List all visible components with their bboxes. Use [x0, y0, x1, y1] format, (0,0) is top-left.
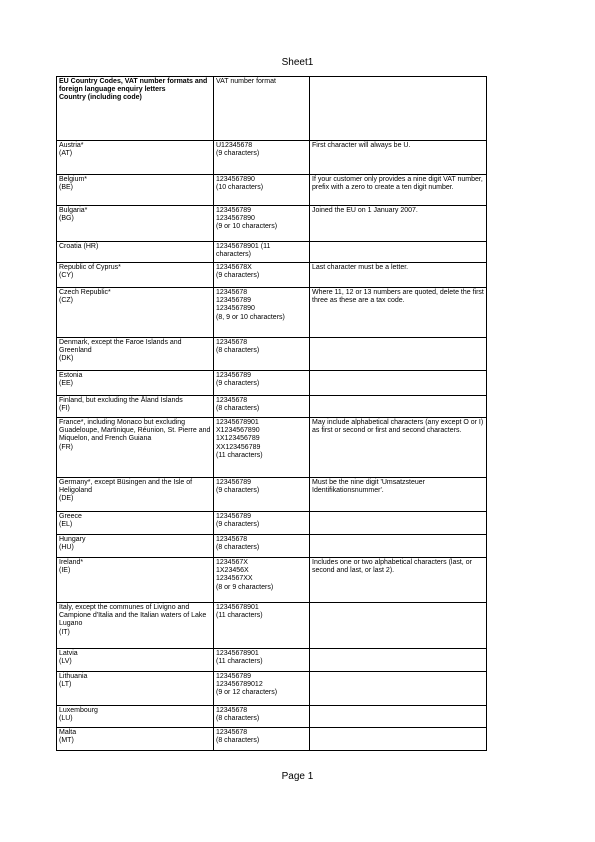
- format-cell: 12345678 123456789 1234567890 (8, 9 or 10 characters): [214, 288, 310, 338]
- format-cell: 123456789 (9 characters): [214, 371, 310, 396]
- country-cell: Czech Republic* (CZ): [57, 288, 214, 338]
- header-country: EU Country Codes, VAT number formats and foreign language enquiry letters Country (including code): [57, 77, 214, 141]
- table-row: [57, 141, 487, 175]
- notes-cell: May include alphabetical characters (any except O or I) as first or second or first and second characters.: [310, 418, 487, 478]
- table-row: [57, 649, 487, 672]
- format-cell: 12345678901 X1234567890 1X123456789 XX123456789 (11 characters): [214, 418, 310, 478]
- vat-table-body: [57, 77, 487, 751]
- table-row: [57, 288, 487, 338]
- header-format: VAT number format: [214, 77, 310, 141]
- country-cell: Germany*, except Büsingen and the Isle of Heligoland (DE): [57, 478, 214, 512]
- format-cell: 123456789 (9 characters): [214, 478, 310, 512]
- country-cell: Malta (MT): [57, 728, 214, 751]
- country-cell: Hungary (HU): [57, 535, 214, 558]
- notes-cell: [310, 338, 487, 371]
- table-row: [57, 338, 487, 371]
- country-cell: Greece (EL): [57, 512, 214, 535]
- notes-cell: Where 11, 12 or 13 numbers are quoted, delete the first three as these are a tax code.: [310, 288, 487, 338]
- table-row: [57, 558, 487, 603]
- format-cell: U12345678 (9 characters): [214, 141, 310, 175]
- country-cell: Luxembourg (LU): [57, 706, 214, 728]
- table-row: [57, 396, 487, 418]
- table-row: [57, 371, 487, 396]
- notes-cell: [310, 535, 487, 558]
- country-cell: Austria* (AT): [57, 141, 214, 175]
- format-cell: 123456789 123456789012 (9 or 12 characters): [214, 672, 310, 706]
- table-row: [57, 263, 487, 288]
- notes-cell: Last character must be a letter.: [310, 263, 487, 288]
- notes-cell: First character will always be U.: [310, 141, 487, 175]
- notes-cell: If your customer only provides a nine digit VAT number, prefix with a zero to create a ten digit number.: [310, 175, 487, 206]
- table-header-row: [57, 77, 487, 141]
- notes-cell: [310, 396, 487, 418]
- country-cell: Republic of Cyprus* (CY): [57, 263, 214, 288]
- sheet-title: Sheet1: [281, 57, 314, 68]
- table-row: [57, 535, 487, 558]
- country-cell: Latvia (LV): [57, 649, 214, 672]
- format-cell: 12345678 (8 characters): [214, 338, 310, 371]
- country-cell: Finland, but excluding the Åland Islands (FI): [57, 396, 214, 418]
- format-cell: 1234567890 (10 characters): [214, 175, 310, 206]
- country-cell: Ireland* (IE): [57, 558, 214, 603]
- notes-cell: [310, 728, 487, 751]
- country-cell: Croatia (HR): [57, 242, 214, 263]
- table-row: [57, 478, 487, 512]
- format-cell: 12345678901 (11 characters): [214, 242, 310, 263]
- header-notes: [310, 77, 487, 141]
- notes-cell: [310, 512, 487, 535]
- notes-cell: Includes one or two alphabetical characters (last, or second and last, or last 2).: [310, 558, 487, 603]
- format-cell: 123456789 1234567890 (9 or 10 characters): [214, 206, 310, 242]
- format-cell: 12345678 (8 characters): [214, 728, 310, 751]
- format-cell: 12345678X (9 characters): [214, 263, 310, 288]
- country-cell: Belgium* (BE): [57, 175, 214, 206]
- format-cell: 12345678 (8 characters): [214, 396, 310, 418]
- format-cell: 12345678901 (11 characters): [214, 603, 310, 649]
- format-cell: 123456789 (9 characters): [214, 512, 310, 535]
- format-cell: 1234567X 1X23456X 1234567XX (8 or 9 characters): [214, 558, 310, 603]
- country-cell: Lithuania (LT): [57, 672, 214, 706]
- notes-cell: [310, 672, 487, 706]
- notes-cell: Must be the nine digit 'Umsatzsteuer Identifikationsnummer'.: [310, 478, 487, 512]
- format-cell: 12345678 (8 characters): [214, 535, 310, 558]
- notes-cell: [310, 603, 487, 649]
- table-row: [57, 175, 487, 206]
- table-row: [57, 672, 487, 706]
- table-row: [57, 512, 487, 535]
- table-row: [57, 603, 487, 649]
- country-cell: France*, including Monaco but excluding Guadeloupe, Martinique, Réunion, St. Pierre and Miquelon, and French Guiana (FR): [57, 418, 214, 478]
- notes-cell: [310, 242, 487, 263]
- notes-cell: [310, 649, 487, 672]
- table-row: [57, 728, 487, 751]
- table-row: [57, 706, 487, 728]
- notes-cell: Joined the EU on 1 January 2007.: [310, 206, 487, 242]
- format-cell: 12345678 (8 characters): [214, 706, 310, 728]
- notes-cell: [310, 371, 487, 396]
- country-cell: Denmark, except the Faroe Islands and Greenland (DK): [57, 338, 214, 371]
- table-row: [57, 206, 487, 242]
- country-cell: Italy, except the communes of Livigno and Campione d'Italia and the Italian waters of Lake Lugano (IT): [57, 603, 214, 649]
- notes-cell: [310, 706, 487, 728]
- vat-format-table: [56, 76, 487, 751]
- country-cell: Bulgaria* (BG): [57, 206, 214, 242]
- table-row: [57, 242, 487, 263]
- format-cell: 12345678901 (11 characters): [214, 649, 310, 672]
- page-footer: Page 1: [281, 771, 314, 782]
- country-cell: Estonia (EE): [57, 371, 214, 396]
- table-row: [57, 418, 487, 478]
